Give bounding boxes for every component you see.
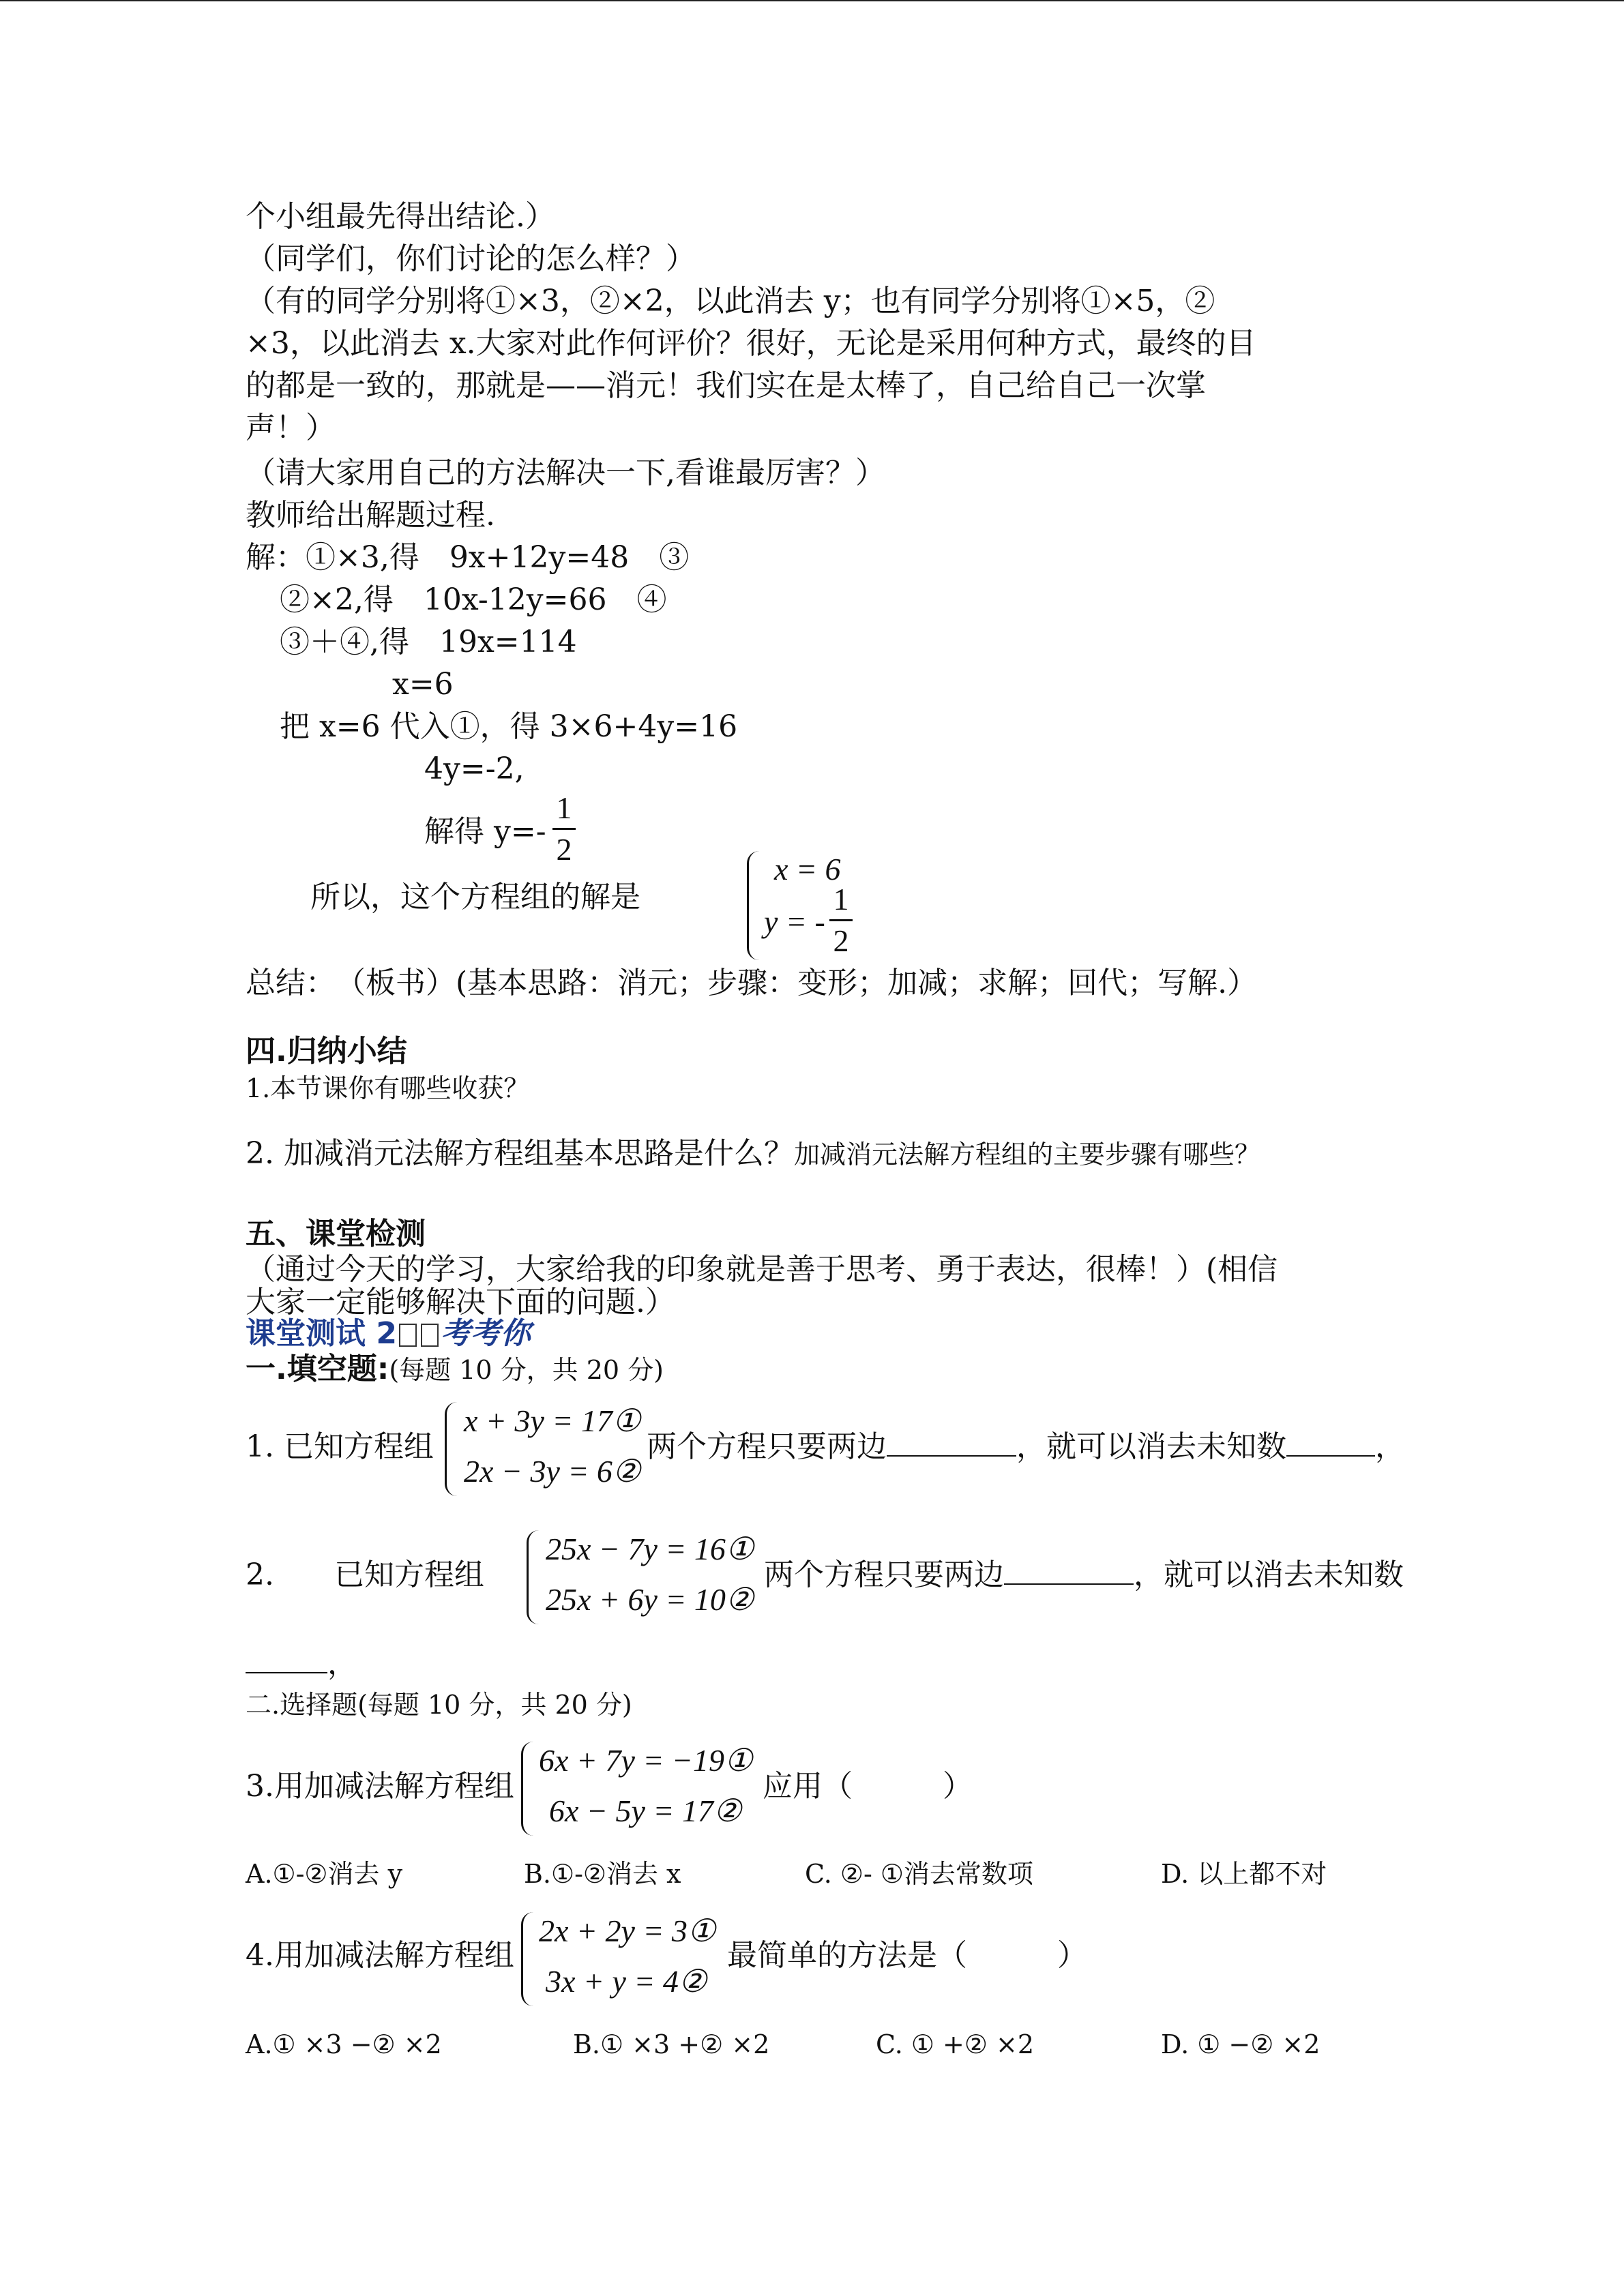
answer-blank[interactable] [887,1428,1016,1457]
q4-text: 最简单的方法是（ ） [727,1938,1087,1973]
option-b: B.① ×3 +② ×2 [573,2029,770,2059]
system-brace [445,1402,462,1496]
fraction-bar [552,828,576,830]
q2-end: ， [327,1646,357,1681]
fraction-denominator: 2 [556,832,572,867]
fraction-denominator: 2 [833,923,849,958]
fraction-bar [829,919,853,921]
q1-eq2: 2x − 3y = 6② [464,1454,641,1489]
option-c: C. ②- ①消去常数项 [805,1859,1033,1889]
solution-step: x=6 [392,667,454,702]
solution-step: ③＋④,得 19x=114 [280,625,577,659]
fraction-half [829,881,853,959]
q1-end: ， [1375,1429,1405,1464]
fraction-numerator: 1 [833,882,849,916]
solution-step: 4y=-2, [424,751,525,786]
system-brace [527,1530,544,1624]
q2-tail [246,1643,357,1684]
fraction-half [552,790,576,868]
placeholder-box [421,1324,439,1347]
q4-eq1: 2x + 2y = 3① [539,1913,716,1948]
paragraph-line: （通过今天的学习，大家给我的印象就是善于思考、勇于表达，很棒！）(相信 [246,1252,1278,1287]
q1-text [647,1427,1405,1467]
paragraph-line: 大家一定能够解决下面的问题.） [246,1285,675,1320]
question-line [246,1133,1260,1175]
section-heading: 四.归纳小结 [246,1034,407,1069]
question-line: 1.本节课你有哪些收获？ [246,1073,530,1103]
test-title-text: 课堂测试 2 [246,1316,397,1351]
q2-text-a: 两个方程只要两边 [764,1557,1004,1592]
solution-step: 解得 y=- [424,814,546,849]
choice-title: 二.选择题(每题 10 分，共 20 分) [246,1690,632,1720]
q3-text: 应用（ ） [763,1769,973,1804]
test-subtitle: 考考你 [440,1317,531,1350]
solution-step: ②×2,得 10x-12y=66 ④ [280,582,667,617]
q1-text-b: ，就可以消去未知数 [1016,1429,1286,1464]
answer-blank[interactable] [1286,1428,1375,1457]
page-top-border [0,0,1624,1]
solution-step: 把 x=6 代入①，得 3×6+4y=16 [280,709,738,744]
system-brace [521,1742,538,1836]
paragraph-line: 的都是一致的，那就是——消元！我们实在是太棒了，自己给自己一次掌 [246,368,1206,403]
option-b: B.①-②消去 x [524,1859,681,1889]
solution-step: 解：①×3,得 9x+12y=48 ③ [246,540,690,575]
option-a: A.① ×3 −② ×2 [246,2029,442,2059]
answer-blank[interactable] [1004,1556,1134,1585]
fill-title-text: 一.填空题: [246,1352,389,1386]
placeholder-box [399,1324,417,1347]
paragraph-line: 个小组最先得出结论.） [246,199,555,234]
q4-eq2: 3x + y = 4② [546,1964,707,1999]
paragraph-line: 声！） [246,411,336,445]
q3-eq1: 6x + 7y = −19① [539,1743,753,1778]
option-d: D. ① −② ×2 [1161,2029,1320,2059]
q2-text [764,1555,1404,1596]
paragraph-line: （有的同学分别将①×3，②×2，以此消去 y；也有同学分别将①×5，② [246,284,1215,318]
q2-label: 2. 已知方程组 [246,1557,484,1592]
fill-note: (每题 10 分，共 20 分) [389,1355,664,1385]
q3-label: 3.用加减法解方程组 [246,1769,514,1804]
q2-eq1: 25x − 7y = 16① [546,1532,754,1566]
section-heading: 五、课堂检测 [246,1217,426,1251]
paragraph-line: （同学们，你们讨论的怎么样？） [246,241,696,276]
summary-line: 总结： （板书）(基本思路：消元；步骤：变形；加减；求解；回代；写解.） [246,966,1258,1000]
option-d: D. 以上都不对 [1161,1859,1327,1889]
question-part: 2. 加减消元法解方程组基本思路是什么？ [246,1136,794,1171]
q1-text-a: 两个方程只要两边 [647,1429,887,1464]
solution-step: 所以，这个方程组的解是 [310,880,640,914]
system-brace [747,851,764,960]
q1-label: 1. 已知方程组 [246,1429,434,1464]
q4-label: 4.用加减法解方程组 [246,1938,514,1973]
test-title [246,1313,531,1354]
q1-eq1: x + 3y = 17① [464,1403,641,1438]
paragraph-line: （请大家用自己的方法解决一下,看谁最厉害？） [246,456,885,490]
question-part: 加减消元法解方程组的主要步骤有哪些？ [793,1139,1260,1169]
q3-eq2: 6x − 5y = 17② [549,1793,742,1828]
system-brace [521,1912,538,2006]
option-a: A.①-②消去 y [246,1859,403,1889]
fill-title [246,1349,664,1390]
paragraph-line: ×3，以此消去 x.大家对此作何评价？很好，无论是采用何种方式，最终的目 [246,326,1256,361]
option-c: C. ① +② ×2 [876,2029,1035,2059]
answer-blank[interactable] [246,1645,327,1673]
q2-text-b: ，就可以消去未知数 [1134,1557,1404,1592]
solution-y: y = - [764,904,825,939]
paragraph-line: 教师给出解题过程. [246,498,495,533]
solution-x: x = 6 [774,852,841,886]
q2-eq2: 25x + 6y = 10② [546,1582,754,1617]
fraction-numerator: 1 [556,790,572,825]
